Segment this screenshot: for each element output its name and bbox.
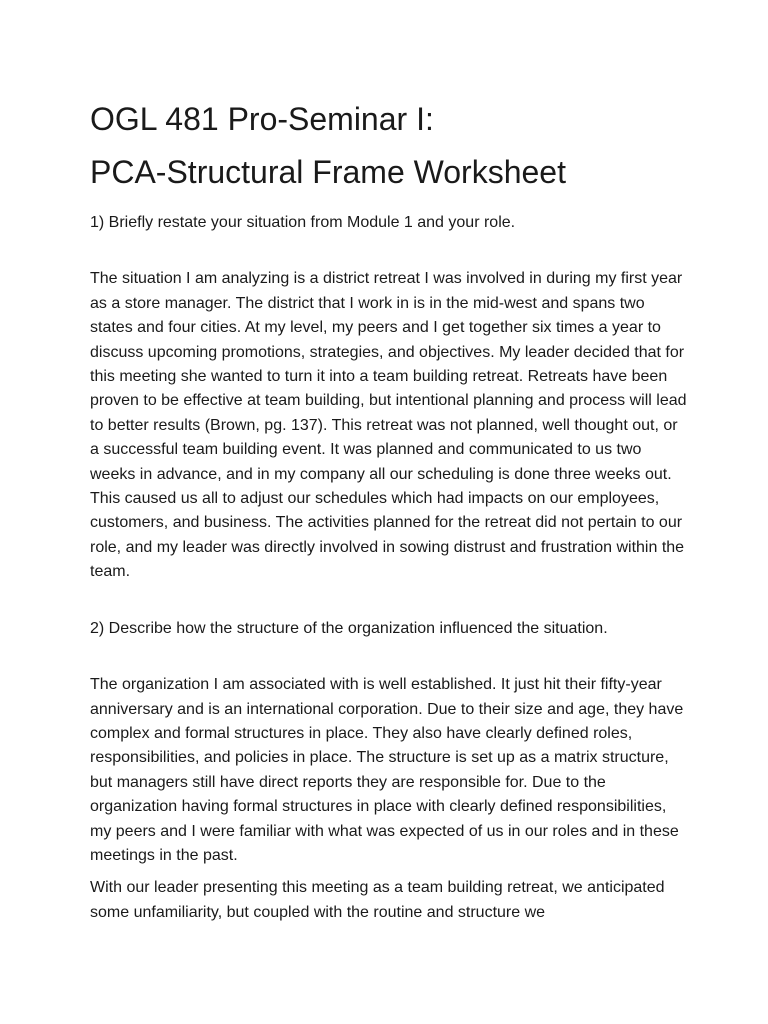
answer-2-paragraph-1: The organization I am associated with is well established. It just hit their fifty-year anniversary and is an international corporation. Due to their size and age, they have complex and formal structures in place. They also have clearly defined roles, responsibilities, and policies in place. The structure is set up as a matrix structure, but managers still have direct reports they are responsible for. Due to the organization having formal structures in place with clearly defined responsibilities, my peers and I were familiar with what was expected of us in our roles and in these meetings in the past. [90,676,684,864]
answer-2-paragraph-2: With our leader presenting this meeting as a team building retreat, we anticipated some unfamiliarity, but coupled with the routine and structure we [90,879,665,921]
spacer [90,868,690,876]
document-title-line-2: PCA-Structural Frame Worksheet [90,154,566,190]
spacer [90,585,690,617]
document-title-line-1: OGL 481 Pro-Seminar I: [90,101,434,137]
answer-1-paragraph: The situation I am analyzing is a district retreat I was involved in during my first year as a store manager. The district that I work in is in the mid-west and spans two states and four cities. At my level, my peers and I get together six times a year to discuss upcoming promotions, strategies, and objectives. My leader decided that for this meeting she wanted to turn it into a team building retreat. Retreats have been proven to be effective at team building, but intentional planning and process will lead to better results (Brown, pg. 137). This retreat was not planned, well thought out, or a successful team building event. It was planned and communicated to us two weeks in advance, and in my company all our scheduling is done three weeks out. This caused us all to adjust our schedules which had impacts on our employees, customers, and business. The activities planned for the retreat did not pertain to our role, and my leader was directly involved in sowing distrust and frustration within the team. [90,270,687,581]
spacer [90,235,690,267]
question-1: 1) Briefly restate your situation from Module 1 and your role. [90,214,516,231]
question-2: 2) Describe how the structure of the organization influenced the situation. [90,619,608,637]
document-body [90,93,690,925]
spacer [90,641,690,673]
